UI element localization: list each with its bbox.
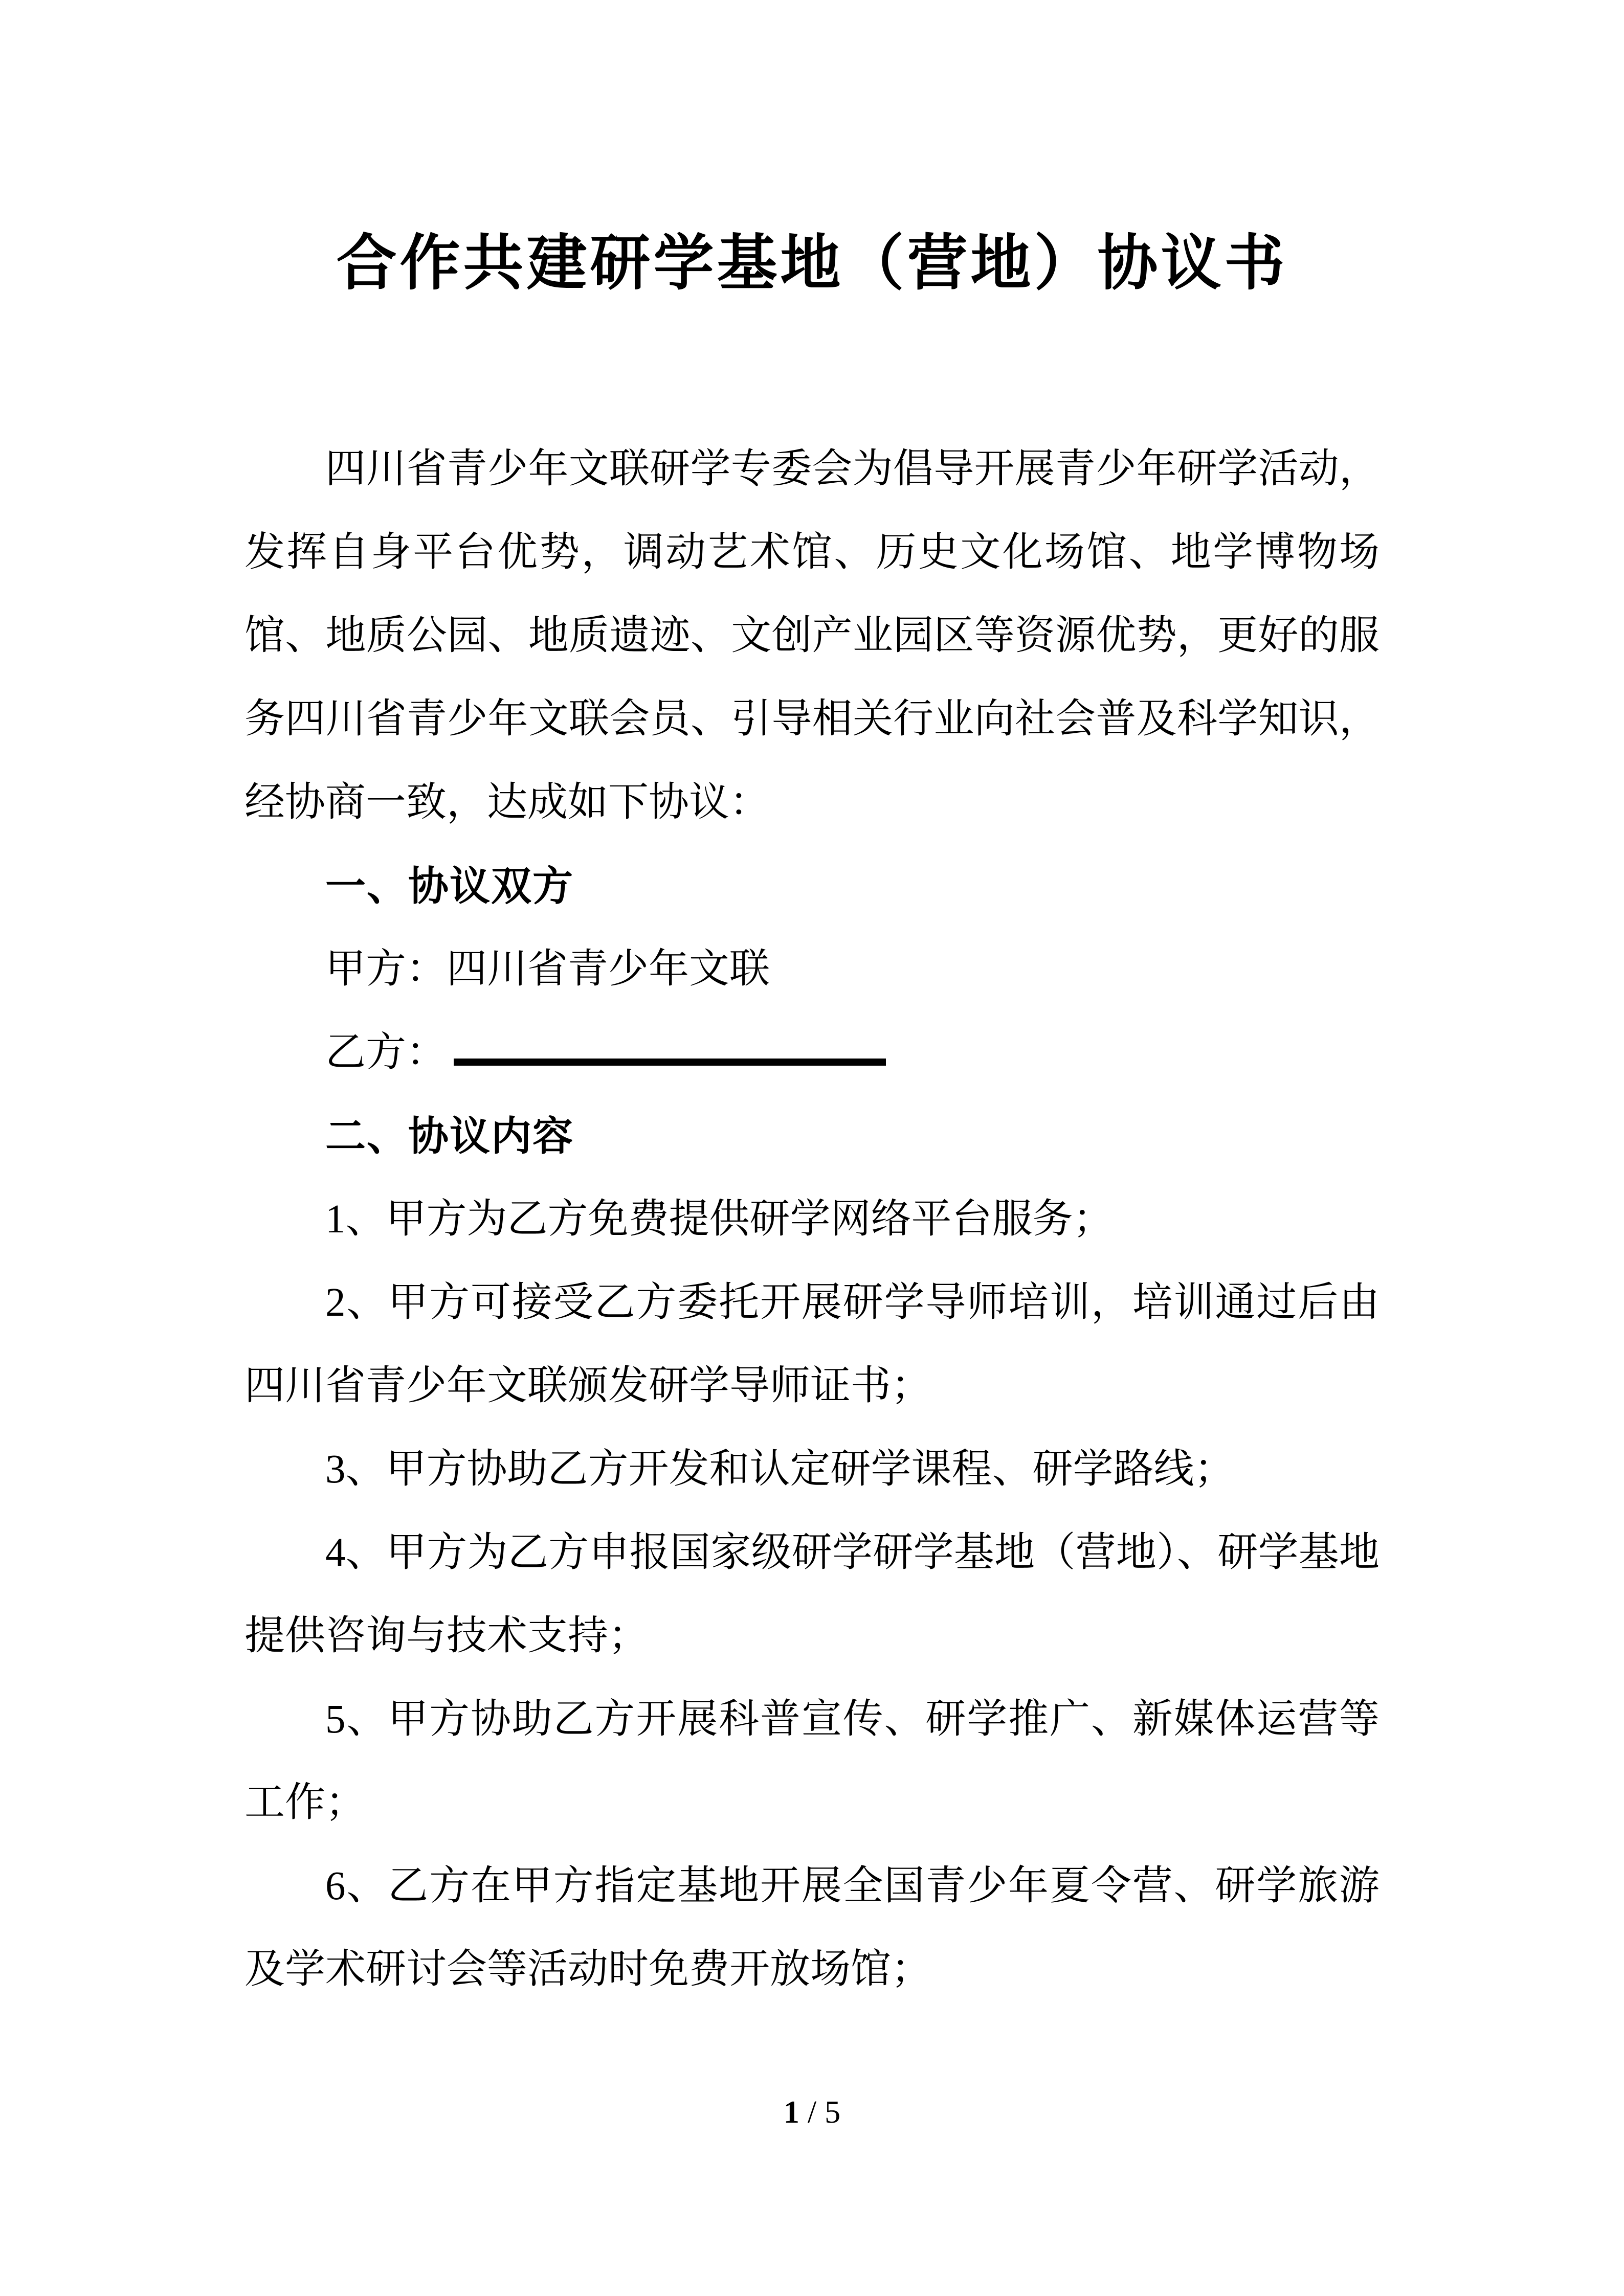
- clause-1: 1、甲方为乙方免费提供研学网络平台服务；: [325, 1197, 1114, 1242]
- current-page-number: 1: [783, 2095, 799, 2130]
- clause-5: 5、甲方协助乙方开展科普宣传、研学推广、新媒体运营等工作；: [244, 1697, 1380, 1826]
- party-b-label: 乙方：: [325, 1030, 447, 1075]
- party-b-blank-line: [454, 1021, 886, 1066]
- page-footer: [0, 2094, 1624, 2131]
- document-title: 合作共建研学基地（营地）协议书: [336, 230, 1288, 297]
- page-separator: /: [807, 2095, 817, 2130]
- clause-4: 4、甲方为乙方申报国家级研学研学基地（营地）、研学基地提供咨询与技术支持；: [244, 1530, 1380, 1659]
- party-b-line: [244, 1011, 1380, 1094]
- party-a-line: 甲方：四川省青少年文联: [325, 947, 770, 992]
- heading-section-1: 一、协议双方: [325, 863, 574, 909]
- clause-3: 3、甲方协助乙方开发和认定研学课程、研学路线；: [325, 1447, 1235, 1492]
- document-body: [244, 427, 1380, 2011]
- clause-6: 6、乙方在甲方指定基地开展全国青少年夏令营、研学旅游及学术研讨会等活动时免费开放场馆；: [244, 1864, 1380, 1992]
- paragraph-intro: 四川省青少年文联研学专委会为倡导开展青少年研学活动，发挥自身平台优势，调动艺术馆、历史文化场馆、地学博物场馆、地质公园、地质遗迹、文创产业园区等资源优势，更好的服务四川省青少年文联会员、引导相关行业向社会普及科学知识，经协商一致，达成如下协议：: [244, 447, 1380, 825]
- total-pages: 5: [825, 2095, 841, 2130]
- clause-2: 2、甲方可接受乙方委托开展研学导师培训，培训通过后由四川省青少年文联颁发研学导师证书；: [244, 1280, 1380, 1409]
- heading-section-2: 二、协议内容: [325, 1113, 574, 1159]
